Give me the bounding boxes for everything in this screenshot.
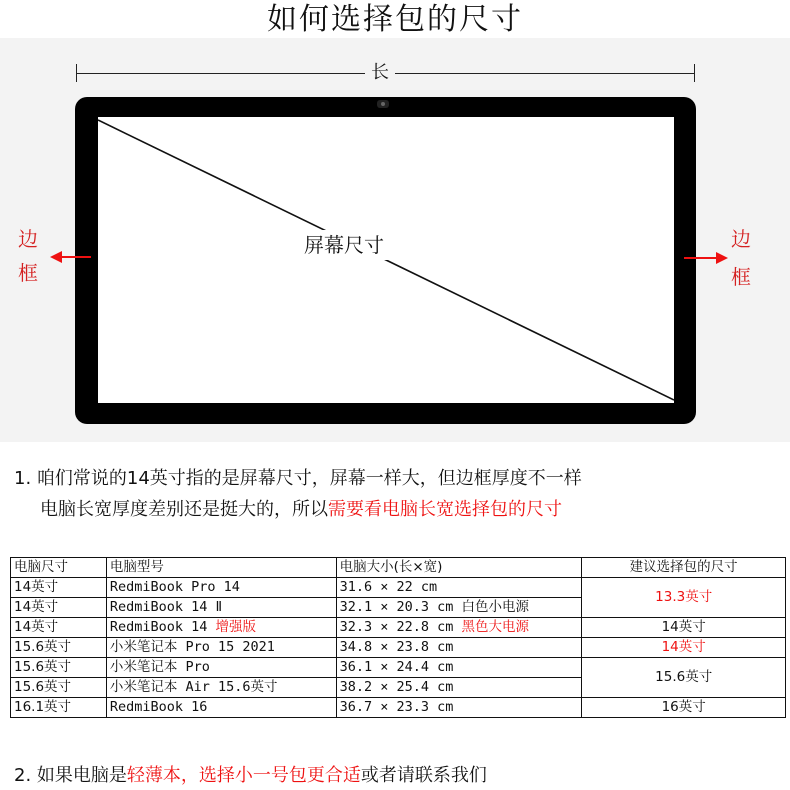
dims-value: 34.8 × 23.8 cm xyxy=(339,639,454,655)
recommended-bag-cell: 14英寸 xyxy=(582,638,786,658)
bezel-label-left-1: 边 xyxy=(18,227,38,251)
dims-value: 36.1 × 24.4 cm xyxy=(339,659,454,675)
bezel-label-right-1: 边 xyxy=(731,227,751,251)
table-row xyxy=(11,618,786,638)
screen-size-cell: 16.1英寸 xyxy=(11,698,107,718)
dims-value: 38.2 × 25.4 cm xyxy=(339,679,454,695)
dims-value: 31.6 × 22 cm xyxy=(339,579,438,595)
recommended-bag-cell: 14英寸 xyxy=(582,618,786,638)
header-model: 电脑型号 xyxy=(106,558,336,578)
table-row xyxy=(11,698,786,718)
screen-size-cell: 14英寸 xyxy=(11,618,107,638)
note-2-suffix: 或者请联系我们 xyxy=(360,765,487,786)
model-cell xyxy=(106,598,336,618)
screen-size-cell: 15.6英寸 xyxy=(11,658,107,678)
length-tick-left xyxy=(76,64,77,82)
note-1-line-1: 1. 咱们常说的14英寸指的是屏幕尺寸，屏幕一样大，但边框厚度不一样 xyxy=(14,468,582,489)
model-name: 小米笔记本 Air 15.6英寸 xyxy=(109,679,278,695)
dims-cell xyxy=(336,578,582,598)
model-name: RedmiBook 14 xyxy=(109,619,208,635)
model-cell xyxy=(106,578,336,598)
dims-cell xyxy=(336,678,582,698)
model-cell xyxy=(106,678,336,698)
screen-size-cell: 14英寸 xyxy=(11,598,107,618)
page-title: 如何选择包的尺寸 xyxy=(267,2,523,37)
dims-cell xyxy=(336,698,582,718)
screen-diagonal xyxy=(98,117,674,403)
dims-value: 32.3 × 22.8 cm xyxy=(339,619,454,635)
dims-cell xyxy=(336,658,582,678)
bezel-label-right-2: 框 xyxy=(731,265,751,289)
bezel-label-left-2: 框 xyxy=(18,261,38,285)
bezel-arrow-left-icon xyxy=(50,250,92,264)
note-2 xyxy=(14,762,487,790)
model-cell xyxy=(106,638,336,658)
note-1-plain: 电脑长宽厚度差别还是挺大的，所以 xyxy=(40,499,328,520)
dims-cell xyxy=(336,638,582,658)
table-row xyxy=(11,658,786,678)
bezel-arrow-right-icon xyxy=(684,251,728,265)
power-adapter-note: 黑色大电源 xyxy=(461,619,530,635)
model-cell xyxy=(106,698,336,718)
screen-size-cell: 15.6英寸 xyxy=(11,638,107,658)
webcam-lens xyxy=(381,102,385,106)
size-table xyxy=(10,557,786,718)
note-1-line-2 xyxy=(40,496,562,524)
note-2-highlight: 轻薄本，选择小一号包更合适 xyxy=(126,765,361,786)
recommended-bag-cell: 16英寸 xyxy=(582,698,786,718)
model-edition-note: 增强版 xyxy=(215,619,257,635)
recommended-bag-cell: 13.3英寸 xyxy=(582,578,786,618)
note-2-prefix: 2. 如果电脑是 xyxy=(14,765,127,786)
model-cell xyxy=(106,658,336,678)
model-name: RedmiBook 16 xyxy=(109,699,208,715)
dims-value: 36.7 × 23.3 cm xyxy=(339,699,454,715)
length-tick-right xyxy=(694,64,695,82)
table-row xyxy=(11,578,786,598)
model-name: 小米笔记本 Pro xyxy=(109,659,210,675)
header-recommended-bag: 建议选择包的尺寸 xyxy=(582,558,786,578)
screen-size-label: 屏幕尺寸 xyxy=(300,230,388,260)
header-dimensions: 电脑大小(长×宽) xyxy=(336,558,582,578)
screen-size-cell: 14英寸 xyxy=(11,578,107,598)
model-name: 小米笔记本 Pro 15 2021 xyxy=(109,639,275,655)
table-row xyxy=(11,638,786,658)
recommended-bag-cell: 15.6英寸 xyxy=(582,658,786,698)
dims-value: 32.1 × 20.3 cm xyxy=(339,599,454,615)
dims-cell xyxy=(336,618,582,638)
screen-size-cell: 15.6英寸 xyxy=(11,678,107,698)
length-label: 长 xyxy=(365,62,395,84)
model-name: RedmiBook Pro 14 xyxy=(109,579,240,595)
power-adapter-note: 白色小电源 xyxy=(461,599,530,615)
model-name: RedmiBook 14 Ⅱ xyxy=(109,599,223,615)
model-cell xyxy=(106,618,336,638)
header-screen-size: 电脑尺寸 xyxy=(11,558,107,578)
note-1-highlight: 需要看电脑长宽选择包的尺寸 xyxy=(328,499,562,520)
table-header-row xyxy=(11,558,786,578)
dims-cell xyxy=(336,598,582,618)
